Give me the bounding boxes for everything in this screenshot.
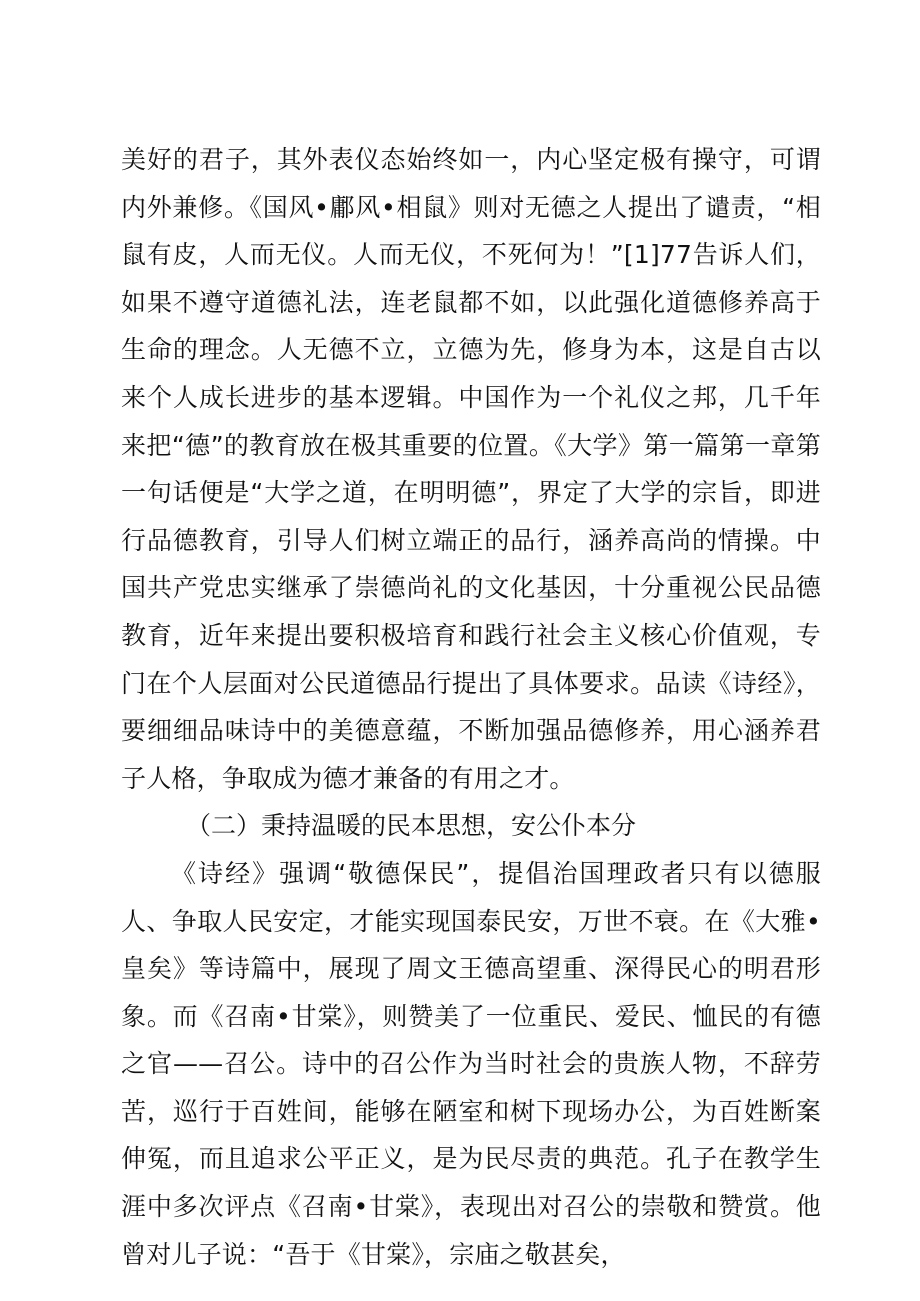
document-body xyxy=(121,136,821,1278)
paragraph-continued: 美好的君子，其外表仪态始终如一，内心坚定极有操守，可谓内外兼修。《国风•鄘风•相鼠》则对无德之人提出了谴责，“相鼠有皮，人而无仪。人而无仪，不死何为！”[1]77告诉人们，如果不遵守道德礼法，连老鼠都不如，以此强化道德修养高于生命的理念。人无德不立，立德为先，修身为本，这是自古以来个人成长进步的基本逻辑。中国作为一个礼仪之邦，几千年来把“德”的教育放在极其重要的位置。《大学》第一篇第一章第一句话便是“大学之道，在明明德”，界定了大学的宗旨，即进行品德教育，引导人们树立端正的品行，涵养高尚的情操。中国共产党忠实继承了崇德尚礼的文化基因，十分重视公民品德教育，近年来提出要积极培育和践行社会主义核心价值观，专门在个人层面对公民道德品行提出了具体要求。品读《诗经》，要细细品味诗中的美德意蕴，不断加强品德修养，用心涵养君子人格，争取成为德才兼备的有用之才。 xyxy=(121,145,821,793)
section-paragraph: 《诗经》强调“敬德保民”，提倡治国理政者只有以德服人、争取人民安定，才能实现国泰民安，万世不衰。在《大雅•皇矣》等诗篇中，展现了周文王德高望重、深得民心的明君形象。而《召南•甘棠》，则赞美了一位重民、爱民、恤民的有德之官——召公。诗中的召公作为当时社会的贵族人物，不辞劳苦，巡行于百姓间，能够在陋室和树下现场办公，为百姓断案伸冤，而且追求公平正义，是为民尽责的典范。孔子在教学生涯中多次评点《召南•甘棠》，表现出对召公的崇敬和赞赏。他曾对儿子说：“吾于《甘棠》，宗庙之敬甚矣， xyxy=(121,858,821,1269)
section-heading: （二）秉持温暖的民本思想，安公仆本分 xyxy=(186,811,637,841)
